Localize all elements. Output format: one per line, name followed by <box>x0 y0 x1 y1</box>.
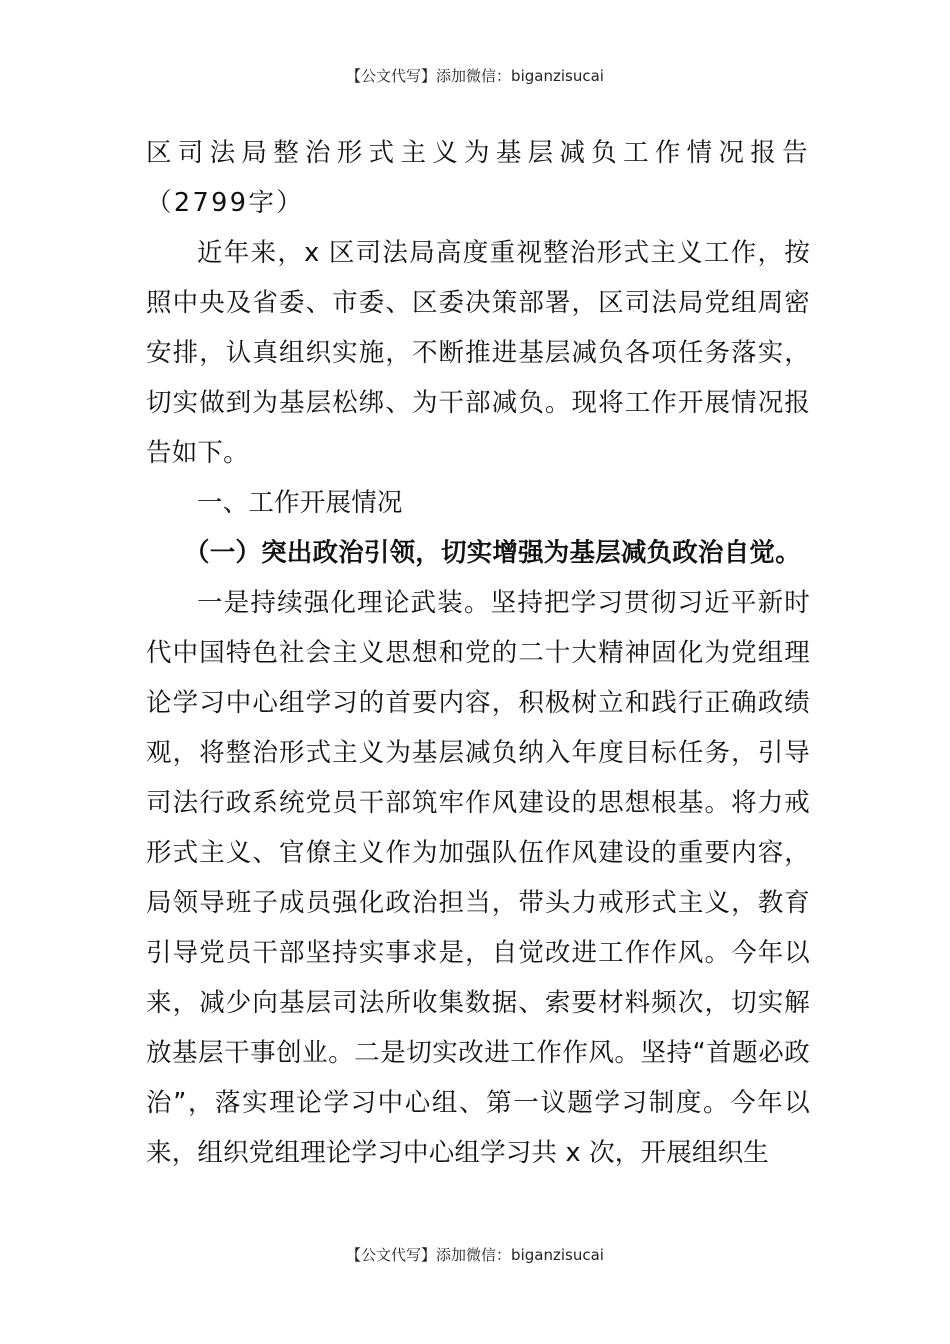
subsection-heading: （一）突出政治引领，切实增强为基层减负政治自觉。 <box>184 538 801 568</box>
page-header-note: 【公文代写】添加微信：biganzisucai <box>346 67 604 85</box>
document-title: 区司法局整治形式主义为基层减负工作情况报告（2799字） <box>146 138 810 218</box>
intro-paragraph: 近年来，x 区司法局高度重视整治形式主义工作，按照中央及省委、市委、区委决策部署，区司法局党组周密安排，认真组织实施，不断推进基层减负各项任务落实，切实做到为基层松绑、为干部减负。现将工作开展情况报告如下。 <box>146 238 810 468</box>
page-footer-note: 【公文代写】添加微信：biganzisucai <box>346 1246 604 1264</box>
body-paragraph: 一是持续强化理论武装。坚持把学习贯彻习近平新时代中国特色社会主义思想和党的二十大精神固化为党组理论学习中心组学习的首要内容，积极树立和践行正确政绩观，将整治形式主义为基层减负纳入年度目标任务，引导司法行政系统党员干部筑牢作风建设的思想根基。将力戒形式主义、官僚主义作为加强队伍作风建设的重要内容，局领导班子成员强化政治担当，带头力戒形式主义，教育引导党员干部坚持实事求是，自觉改进工作作风。今年以来，减少向基层司法所收集数据、索要材料频次，切实解放基层干事创业。二是切实改进工作作风。坚持“首题必政治”，落实理论学习中心组、第一议题学习制度。今年以来，组织党组理论学习中心组学习共 x 次，开展组织生 <box>146 588 810 1168</box>
section-heading: 一、工作开展情况 <box>197 488 403 518</box>
document-body <box>146 128 810 1178</box>
